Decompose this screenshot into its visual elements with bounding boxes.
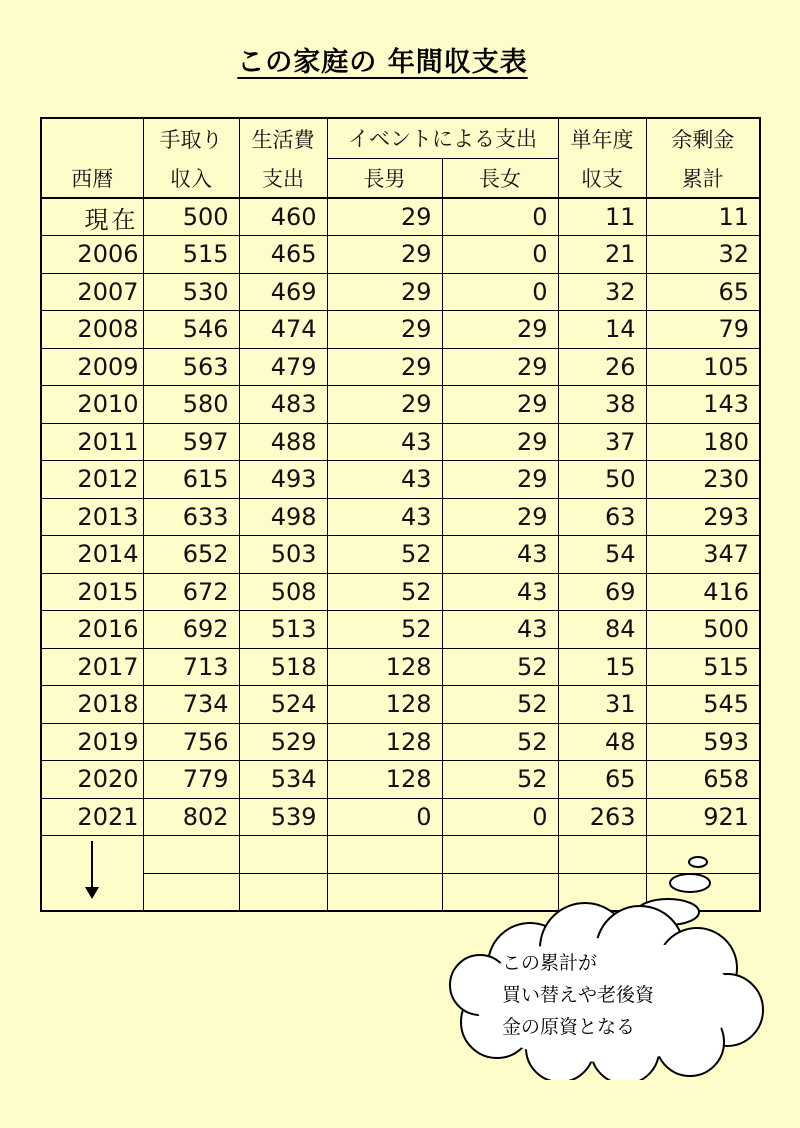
cell-year: 2014: [41, 536, 143, 574]
cell-daughter: 43: [442, 611, 558, 649]
callout-line-2: 買い替えや老後資: [502, 985, 655, 1006]
table-row: [41, 348, 760, 386]
header-year: 西暦: [41, 158, 143, 198]
cell-income: 615: [143, 461, 239, 499]
header-annual-bottom: 収支: [558, 158, 646, 198]
cell-income: 734: [143, 686, 239, 724]
cell-income: 633: [143, 498, 239, 536]
cell-cumulative: 11: [646, 198, 760, 236]
cell-daughter: 29: [442, 311, 558, 349]
continuation-arrow-cell: [41, 836, 143, 911]
cell-cumulative: 921: [646, 798, 760, 836]
cell-empty: [327, 836, 442, 874]
cell-income: 500: [143, 198, 239, 236]
header-event-daughter: 長女: [442, 158, 558, 198]
cell-empty: [327, 873, 442, 911]
cell-annual: 26: [558, 348, 646, 386]
cell-year: 2007: [41, 273, 143, 311]
cell-daughter: 29: [442, 461, 558, 499]
cell-daughter: 52: [442, 686, 558, 724]
table-row: [41, 423, 760, 461]
cell-cumulative: 545: [646, 686, 760, 724]
cell-living: 474: [239, 311, 327, 349]
cell-daughter: 0: [442, 798, 558, 836]
cell-son: 128: [327, 686, 442, 724]
cell-cumulative: 180: [646, 423, 760, 461]
cell-annual: 37: [558, 423, 646, 461]
cell-daughter: 29: [442, 498, 558, 536]
header-income-top: 手取り: [143, 118, 239, 158]
cell-living: 518: [239, 648, 327, 686]
cell-empty: [143, 873, 239, 911]
cell-annual: 11: [558, 198, 646, 236]
cell-son: 29: [327, 348, 442, 386]
cell-son: 43: [327, 461, 442, 499]
thought-bubble-medium: [670, 874, 710, 892]
cell-son: 29: [327, 236, 442, 274]
cell-living: 469: [239, 273, 327, 311]
cell-living: 465: [239, 236, 327, 274]
cell-daughter: 0: [442, 198, 558, 236]
table-row: [41, 386, 760, 424]
cell-income: 530: [143, 273, 239, 311]
cell-son: 29: [327, 273, 442, 311]
cell-income: 580: [143, 386, 239, 424]
cell-income: 563: [143, 348, 239, 386]
table-row: [41, 273, 760, 311]
cell-annual: 31: [558, 686, 646, 724]
cell-son: 43: [327, 423, 442, 461]
cell-cumulative: 500: [646, 611, 760, 649]
cell-living: 508: [239, 573, 327, 611]
cell-son: 128: [327, 761, 442, 799]
header-living-bottom: 支出: [239, 158, 327, 198]
cell-annual: 15: [558, 648, 646, 686]
cell-empty: [239, 836, 327, 874]
cell-son: 52: [327, 536, 442, 574]
cell-living: 460: [239, 198, 327, 236]
cell-income: 756: [143, 723, 239, 761]
header-surplus-bottom: 累計: [646, 158, 760, 198]
header-income-bottom: 収入: [143, 158, 239, 198]
table-row: [41, 498, 760, 536]
cell-living: 503: [239, 536, 327, 574]
cell-year: 2009: [41, 348, 143, 386]
table-row: [41, 648, 760, 686]
cell-cumulative: 593: [646, 723, 760, 761]
cell-son: 52: [327, 611, 442, 649]
cell-living: 498: [239, 498, 327, 536]
table-row: [41, 198, 760, 236]
cell-annual: 21: [558, 236, 646, 274]
cell-year: 2018: [41, 686, 143, 724]
callout-line-3: 金の原資となる: [502, 1017, 636, 1038]
cell-income: 692: [143, 611, 239, 649]
cell-annual: 63: [558, 498, 646, 536]
cell-living: 483: [239, 386, 327, 424]
table-row: [41, 536, 760, 574]
cell-cumulative: 515: [646, 648, 760, 686]
cell-cumulative: 65: [646, 273, 760, 311]
cell-empty: [239, 873, 327, 911]
cell-cumulative: 32: [646, 236, 760, 274]
cell-son: 29: [327, 311, 442, 349]
cell-income: 713: [143, 648, 239, 686]
cell-income: 652: [143, 536, 239, 574]
cell-son: 128: [327, 723, 442, 761]
cell-daughter: 0: [442, 236, 558, 274]
cell-year: 2017: [41, 648, 143, 686]
header-event-group: イベントによる支出: [327, 118, 558, 158]
header-living-top: 生活費: [239, 118, 327, 158]
cell-annual: 32: [558, 273, 646, 311]
cell-living: 493: [239, 461, 327, 499]
table-row: [41, 573, 760, 611]
cell-year: 2015: [41, 573, 143, 611]
table-row: [41, 461, 760, 499]
cell-year: 2021: [41, 798, 143, 836]
cell-year: 2010: [41, 386, 143, 424]
cell-income: 779: [143, 761, 239, 799]
cell-living: 488: [239, 423, 327, 461]
cell-daughter: 43: [442, 536, 558, 574]
table-row: [41, 798, 760, 836]
cell-cumulative: 230: [646, 461, 760, 499]
cell-daughter: 43: [442, 573, 558, 611]
cell-annual: 69: [558, 573, 646, 611]
table-row: [41, 723, 760, 761]
cell-son: 0: [327, 798, 442, 836]
cell-annual: 48: [558, 723, 646, 761]
table-row: [41, 236, 760, 274]
callout-line-1: この累計が: [502, 953, 598, 974]
down-arrow-icon: [82, 837, 102, 903]
cell-annual: 50: [558, 461, 646, 499]
cell-daughter: 29: [442, 348, 558, 386]
table-row: [41, 611, 760, 649]
cell-income: 802: [143, 798, 239, 836]
cell-cumulative: 143: [646, 386, 760, 424]
cell-living: 479: [239, 348, 327, 386]
cell-income: 546: [143, 311, 239, 349]
cell-annual: 38: [558, 386, 646, 424]
cell-empty: [143, 836, 239, 874]
thought-bubble-small: [689, 857, 707, 867]
cell-income: 515: [143, 236, 239, 274]
cell-daughter: 52: [442, 648, 558, 686]
callout-text: [502, 948, 654, 1044]
cell-daughter: 52: [442, 723, 558, 761]
cell-cumulative: 105: [646, 348, 760, 386]
cell-living: 524: [239, 686, 327, 724]
cell-year: 2008: [41, 311, 143, 349]
cell-living: 539: [239, 798, 327, 836]
cell-year: 2019: [41, 723, 143, 761]
table-row: [41, 686, 760, 724]
cell-annual: 65: [558, 761, 646, 799]
cell-year: 現在: [41, 198, 143, 236]
header-year-top: [41, 118, 143, 158]
header-event-son: 長男: [327, 158, 442, 198]
cell-year: 2016: [41, 611, 143, 649]
cell-daughter: 0: [442, 273, 558, 311]
cell-daughter: 29: [442, 423, 558, 461]
cell-daughter: 29: [442, 386, 558, 424]
cell-cumulative: 293: [646, 498, 760, 536]
cell-cumulative: 658: [646, 761, 760, 799]
header-annual-top: 単年度: [558, 118, 646, 158]
cell-income: 597: [143, 423, 239, 461]
cell-living: 513: [239, 611, 327, 649]
cell-son: 52: [327, 573, 442, 611]
page-title: この家庭の 年間収支表: [237, 47, 528, 78]
cell-annual: 14: [558, 311, 646, 349]
cell-daughter: 52: [442, 761, 558, 799]
header-surplus-top: 余剰金: [646, 118, 760, 158]
cell-son: 29: [327, 386, 442, 424]
cell-year: 2020: [41, 761, 143, 799]
table-row: [41, 311, 760, 349]
cell-annual: 84: [558, 611, 646, 649]
header-row-bottom: [41, 158, 760, 198]
cell-living: 534: [239, 761, 327, 799]
cell-year: 2006: [41, 236, 143, 274]
cell-son: 29: [327, 198, 442, 236]
cell-annual: 54: [558, 536, 646, 574]
cell-annual: 263: [558, 798, 646, 836]
cell-living: 529: [239, 723, 327, 761]
cell-income: 672: [143, 573, 239, 611]
cell-year: 2011: [41, 423, 143, 461]
cell-son: 43: [327, 498, 442, 536]
cell-cumulative: 416: [646, 573, 760, 611]
table-row: [41, 761, 760, 799]
cell-cumulative: 347: [646, 536, 760, 574]
cell-year: 2013: [41, 498, 143, 536]
cell-son: 128: [327, 648, 442, 686]
budget-table: [40, 117, 761, 912]
cell-year: 2012: [41, 461, 143, 499]
header-row-top: [41, 118, 760, 158]
cell-cumulative: 79: [646, 311, 760, 349]
